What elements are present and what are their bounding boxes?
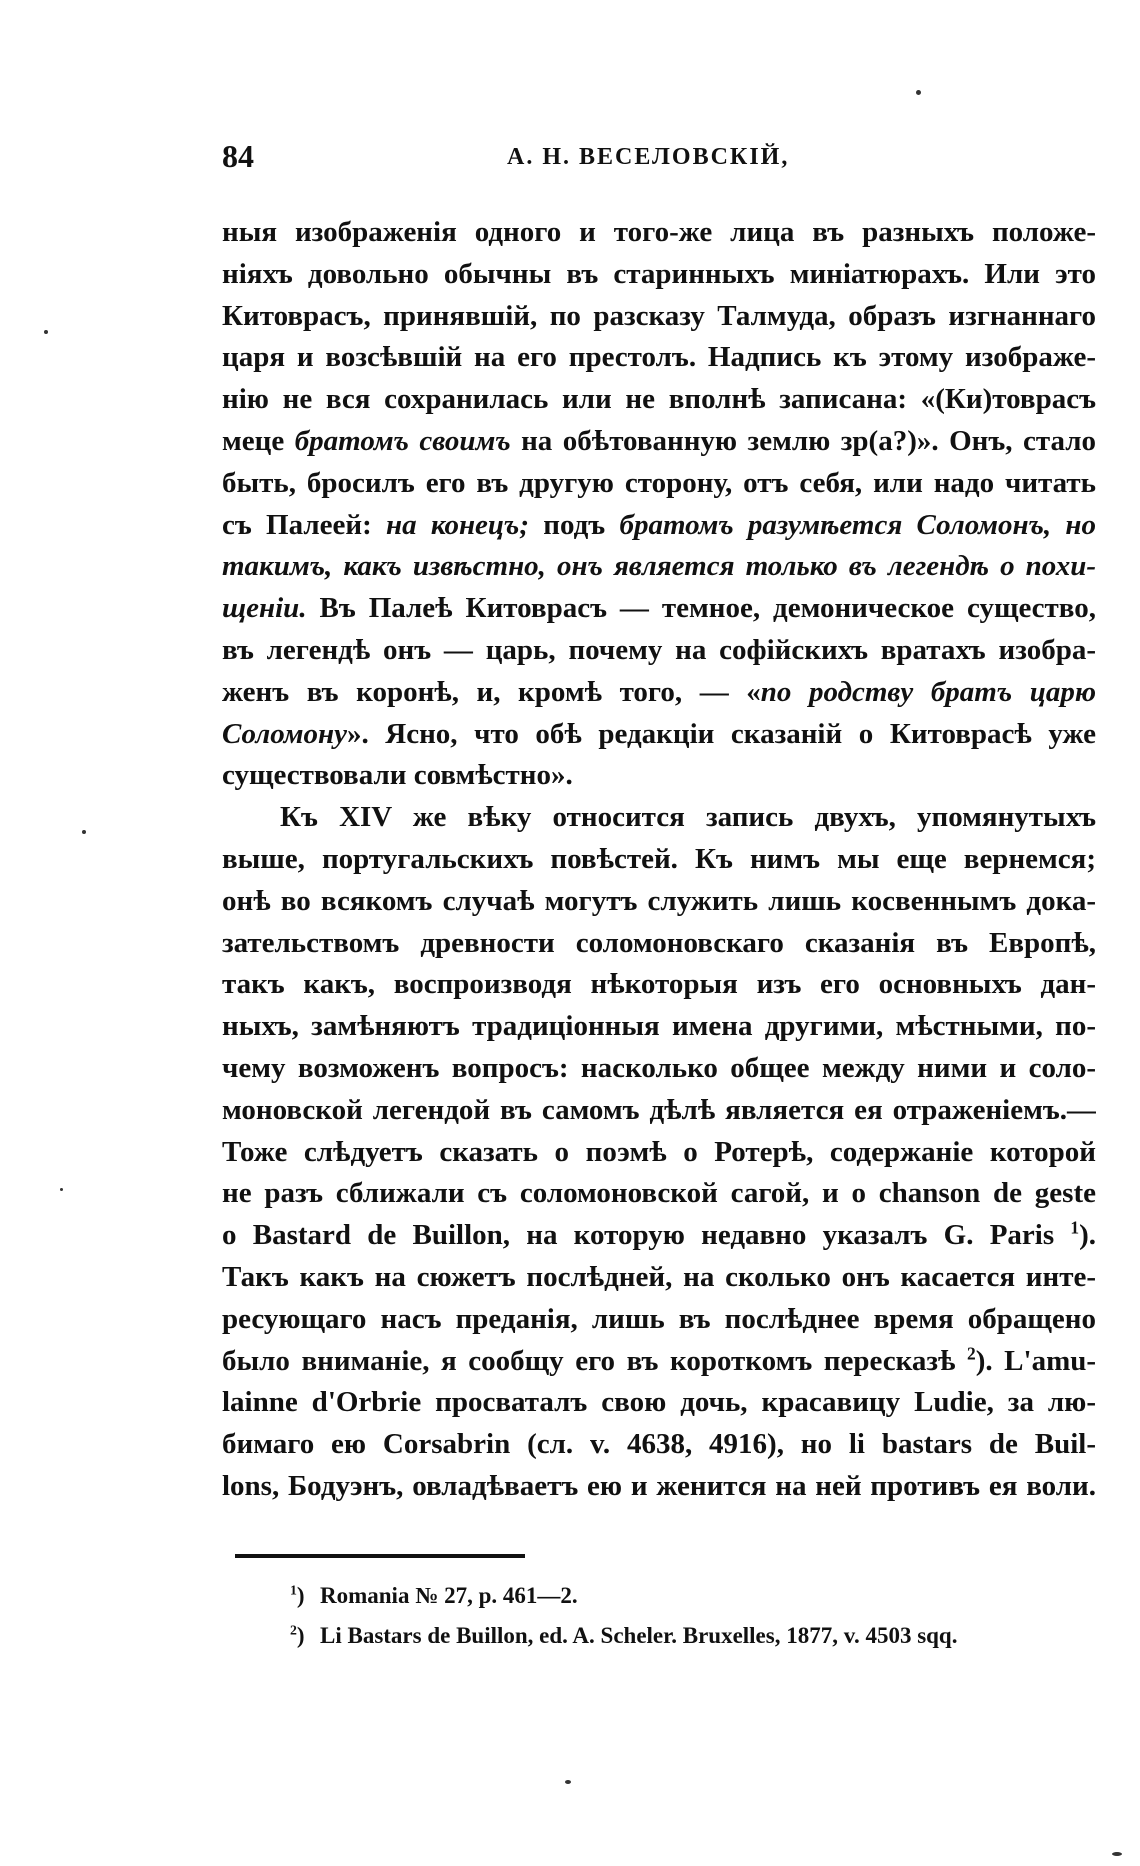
text-line <box>222 881 1096 923</box>
text-line <box>222 839 1096 881</box>
italic-text: щеніи. <box>222 592 307 625</box>
text-line <box>222 1257 1096 1299</box>
scan-speck <box>916 90 921 95</box>
line-text: ныхъ, замѣняютъ традиціонныя имена другими, мѣстными, по- <box>222 1010 1096 1043</box>
line-text: съ Палеей: <box>222 508 386 541</box>
line-text: бимаго ею Corsabrin (сл. v. 4638, 4916), но li bastars de Buil- <box>222 1428 1096 1461</box>
line-text: lons, Бодуэнъ, овладѣваетъ ею и женится на ней противъ ея воли. <box>222 1469 1096 1502</box>
line-text: ». Ясно, что обѣ редакціи сказаній о Китоврасѣ уже <box>346 717 1096 750</box>
text-line <box>222 672 1096 714</box>
line-text: моновской легендой въ самомъ дѣлѣ является ея отраженіемъ.— <box>222 1093 1096 1126</box>
line-text: lainne d'Orbrie просваталъ свою дочь, красавицу Ludie, за лю- <box>222 1386 1096 1419</box>
footnote-number: 2 <box>290 1622 297 1638</box>
line-text: ныя изображенія одного и того-же лица въ разныхъ положе- <box>222 216 1096 248</box>
scan-speck <box>565 1780 571 1784</box>
line-text: онѣ во всякомъ случаѣ могутъ служить лишь косвеннымъ дока- <box>222 884 1096 917</box>
footnotes <box>290 1576 1110 1656</box>
text-line <box>222 755 1096 797</box>
line-text: существовали совмѣстно». <box>222 759 573 792</box>
footnote-reference: 1 <box>1070 1217 1080 1238</box>
scan-speck <box>82 830 86 834</box>
text-line <box>222 1424 1096 1466</box>
text-line <box>222 546 1096 588</box>
line-text: Такъ какъ на сюжетъ послѣдней, на сколько онъ касается инте- <box>222 1260 1096 1293</box>
text-line <box>222 714 1096 756</box>
text-line <box>222 1341 1096 1383</box>
text-line <box>222 254 1096 296</box>
line-text: Китоврасъ, принявшій, по разсказу Талмуда, образъ изгнаннаго <box>222 299 1096 332</box>
line-text: было вниманіе, я сообщу его въ короткомъ пересказѣ <box>222 1344 967 1377</box>
line-text: нію не вся сохранилась или не вполнѣ записана: «(Ки)товрасъ <box>222 383 1096 416</box>
text-line <box>222 296 1096 338</box>
italic-text: на конецъ; <box>386 508 529 541</box>
italic-text: такимъ, какъ извѣстно, онъ является только въ легендѣ о похи- <box>222 550 1096 583</box>
footnote-reference: 2 <box>967 1342 976 1363</box>
text-line <box>222 463 1096 505</box>
footnote-rule <box>235 1554 525 1558</box>
footnote-text: Romania № 27, p. 461—2. <box>320 1583 578 1608</box>
text-line <box>222 1382 1096 1424</box>
text-line <box>222 1466 1096 1508</box>
text-line <box>222 421 1096 463</box>
line-text: ніяхъ довольно обычны въ старинныхъ миніатюрахъ. Или это <box>222 257 1096 290</box>
text-line <box>222 505 1096 547</box>
footnote-text: Li Bastars de Buillon, ed. A. Scheler. Bruxelles, 1877, v. 4503 sqq. <box>320 1623 958 1648</box>
text-line <box>222 1173 1096 1215</box>
scan-speck <box>44 330 48 334</box>
footnote <box>290 1576 1110 1616</box>
text-line <box>222 588 1096 630</box>
body-text <box>222 212 1096 1508</box>
line-text: Въ Палеѣ Китоврасъ — темное, демоническое существо, <box>306 592 1096 625</box>
footnote <box>290 1616 1110 1656</box>
line-text: не разъ сближали съ соломоновской сагой, и о chanson de geste <box>222 1177 1096 1210</box>
text-line <box>222 1006 1096 1048</box>
line-text: Къ XIV же вѣку относится запись двухъ, упомянутыхъ <box>280 801 1096 834</box>
line-text: Тоже слѣдуетъ сказать о поэмѣ о Ротерѣ, содержаніе которой <box>222 1135 1096 1168</box>
line-text: ресующаго насъ преданія, лишь въ послѣднее время обращено <box>222 1302 1096 1335</box>
line-text: подъ <box>529 508 620 541</box>
line-text: царя и возсѣвшій на его престолъ. Надпись къ этому изображе- <box>222 341 1096 374</box>
line-text: въ легендѣ онъ — царь, почему на софійскихъ вратахъ изобра- <box>222 633 1096 666</box>
footnote-number: 1 <box>290 1582 297 1598</box>
text-line <box>222 212 1096 254</box>
line-text: меце <box>222 424 295 457</box>
page-header <box>222 138 1092 178</box>
text-line <box>222 379 1096 421</box>
page-number: 84 <box>222 138 254 174</box>
line-text: такъ какъ, воспроизводя нѣкоторыя изъ его основныхъ дан- <box>222 968 1096 1001</box>
line-text: ). <box>1079 1219 1096 1252</box>
line-text: зательствомъ древности соломоновскаго сказанія въ Европѣ, <box>222 926 1096 959</box>
running-title: А. Н. ВЕСЕЛОВСКІЙ, <box>507 144 790 170</box>
text-line <box>222 964 1096 1006</box>
italic-text: по родству братъ царю <box>760 675 1096 708</box>
line-text: женъ въ коронѣ, и, кромѣ того, — « <box>222 675 761 708</box>
scan-speck <box>1112 1852 1122 1856</box>
text-line <box>222 923 1096 965</box>
line-text: о Bastard de Buillon, на которую недавно указалъ G. Paris <box>222 1219 1071 1252</box>
line-text: ). L'amu- <box>975 1344 1096 1377</box>
line-text: быть, бросилъ его въ другую сторону, отъ себя, или надо читать <box>222 466 1096 499</box>
text-line <box>222 797 1096 839</box>
text-line <box>222 1090 1096 1132</box>
italic-text: братомъ своимъ <box>294 424 511 457</box>
line-text: чему возможенъ вопросъ: насколько общее между ними и соло- <box>222 1051 1096 1084</box>
footnote-mark: $^2$) <box>290 1622 305 1648</box>
text-line <box>222 1048 1096 1090</box>
text-line <box>222 337 1096 379</box>
line-text: на обѣтованную землю зр(а?)». Онъ, стало <box>510 424 1096 457</box>
line-text: выше, португальскихъ повѣстей. Къ нимъ мы еще вернемся; <box>222 842 1096 875</box>
italic-text: братомъ разумѣется Соломонъ, но <box>619 508 1096 541</box>
text-line <box>222 1299 1096 1341</box>
italic-text: Соломону <box>222 717 347 750</box>
scan-speck <box>60 1188 63 1191</box>
text-line <box>222 630 1096 672</box>
footnote-mark: $^1$) <box>290 1582 305 1608</box>
text-line <box>222 1132 1096 1174</box>
text-line <box>222 1215 1096 1257</box>
